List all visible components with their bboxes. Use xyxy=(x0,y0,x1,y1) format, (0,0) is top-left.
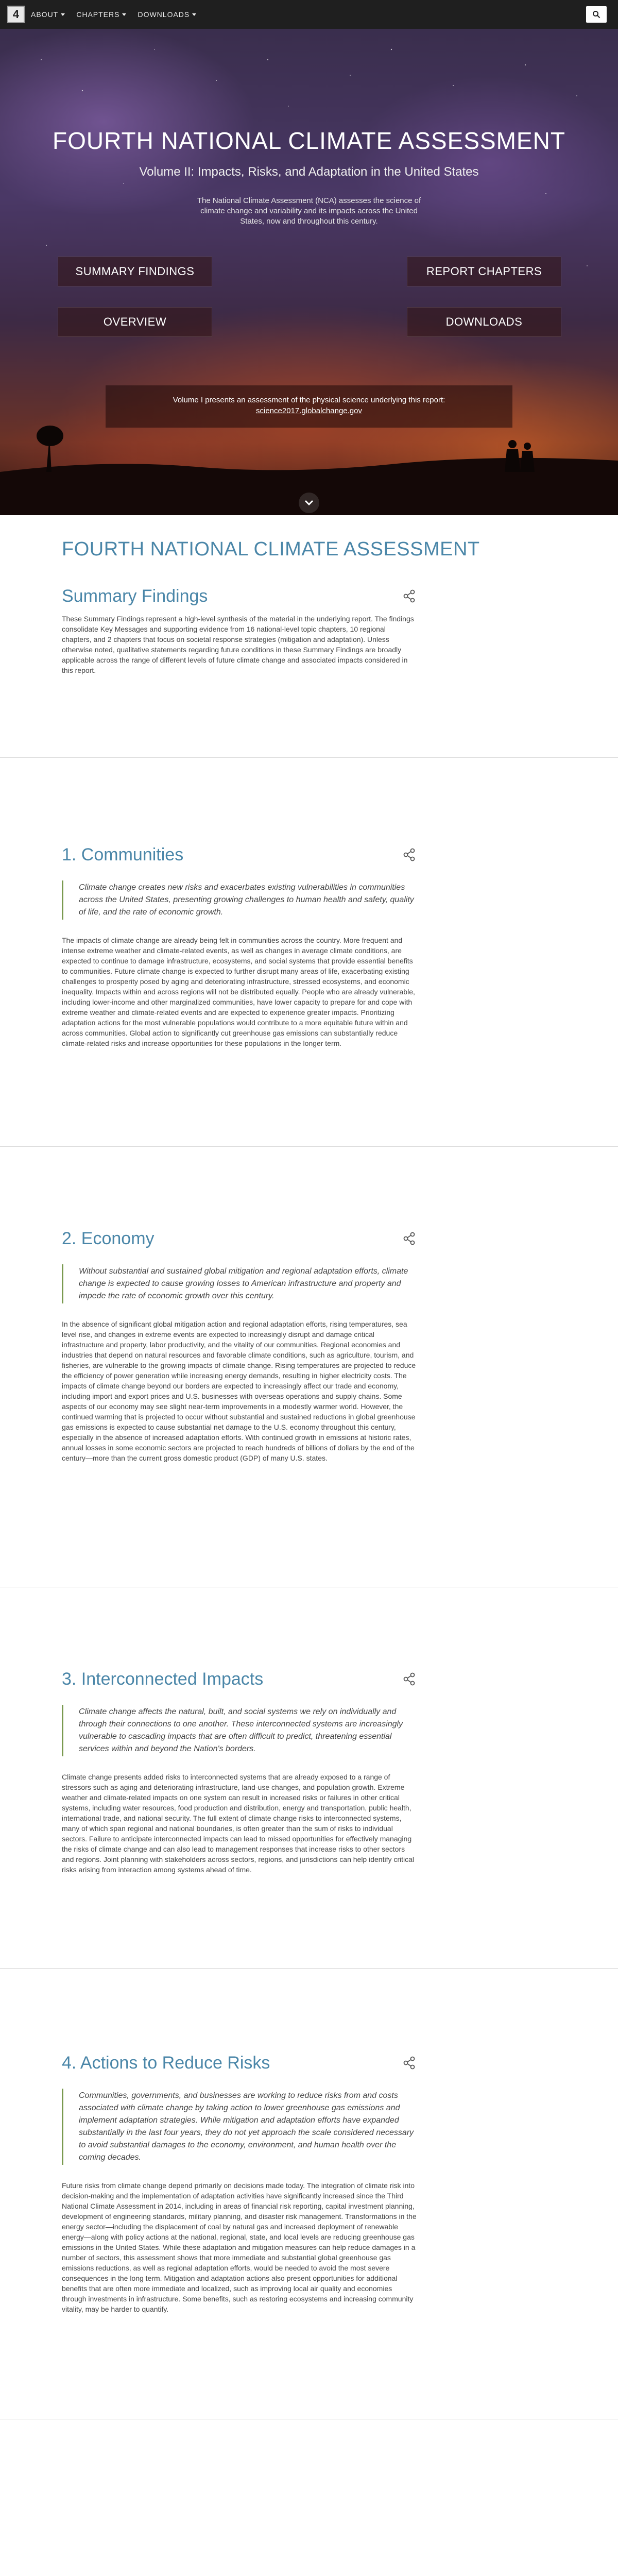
share-icon[interactable] xyxy=(402,1231,417,1246)
section-divider xyxy=(0,1968,618,1969)
hero-title: FOURTH NATIONAL CLIMATE ASSESSMENT xyxy=(53,127,565,154)
key-message-quote: Communities, governments, and businesses are working to reduce risks from and costs associated with climate change by taking action to lower greenhouse gas emissions and implement adaptation strategies. While mitigation and adaptation efforts have expanded substantially in the last four years, they do not yet approach the scale considered necessary to avoid substantial damages to the economy, environment, and human health over the coming decades. xyxy=(62,2089,417,2165)
section-divider xyxy=(0,1146,618,1147)
section-body: In the absence of significant global mitigation action and regional adaptation efforts, rising temperatures, sea level rise, and changes in extreme events are expected to increasingly disrupt and damage critical infrastructure and property, labor productivity, and the vitality of our communities. Regional economies and industries that depend on natural resources and favorable climate conditions, such as agriculture, tourism, and fisheries, are vulnerable to the growing impacts of climate change. Rising temperatures are projected to reduce the efficiency of power generation while increasing energy demands, resulting in higher electricity costs. The impacts of climate change beyond our borders are expected to increasingly affect our trade and economy, including import and export prices and U.S. businesses with overseas operations and supply chains. Some aspects of our economy may see slight near-term improvements in a modestly warmer world. However, the continued warming that is projected to occur without substantial and sustained reductions in global greenhouse gas emissions is expected to cause substantial net damage to the U.S. economy throughout this century, especially in the absence of increased adaptation efforts. With continued growth in emissions at historic rates, annual losses in some economic sectors are projected to reach hundreds of billions of dollars by the end of the century—more than the current gross domestic product (GDP) of many U.S. states. xyxy=(62,1320,416,1462)
section-interconnected-impacts xyxy=(62,1669,417,1875)
nav-about[interactable] xyxy=(31,10,65,19)
report-chapters-button[interactable]: REPORT CHAPTERS xyxy=(407,257,561,286)
top-nav xyxy=(0,0,618,29)
chevron-down-icon xyxy=(192,13,196,16)
section-economy xyxy=(62,1229,417,1463)
hero-banner xyxy=(0,29,618,515)
section-body: Climate change presents added risks to interconnected systems that are already exposed to a range of stressors such as aging and deteriorating infrastructure, land-use changes, and population growth. Extreme weather and climate-related impacts on one system can result in increased risks or failures in other critical systems, including water resources, food production and distribution, energy and transportation, public health, international trade, and national security. The full extent of climate change risks to interconnected systems, many of which span regional and national boundaries, is often greater than the sum of risks to individual sectors. Failure to anticipate interconnected impacts can lead to missed opportunities for effectively managing the risks of climate change and can also lead to management responses that increase risks to other sectors and regions. Joint planning with stakeholders across sectors, regions, and jurisdictions can help identify critical risks arising from interaction among systems ahead of time. xyxy=(62,1773,415,1874)
volume-one-note-text: Volume I presents an assessment of the physical science underlying this report: xyxy=(173,396,445,404)
section-communities xyxy=(62,845,417,1048)
nav-about-label: ABOUT xyxy=(31,10,59,19)
chevron-down-icon xyxy=(61,13,65,16)
share-icon[interactable] xyxy=(402,847,417,862)
section-summary-findings xyxy=(62,586,417,675)
nav-downloads[interactable] xyxy=(138,10,196,19)
volume-one-note xyxy=(106,385,512,428)
share-icon[interactable] xyxy=(402,2055,417,2071)
hero-subtitle: Volume II: Impacts, Risks, and Adaptation in the United States xyxy=(139,165,479,179)
chevron-down-icon xyxy=(304,499,314,506)
nca4-logo[interactable]: 4 xyxy=(7,6,25,23)
share-icon[interactable] xyxy=(402,1671,417,1687)
share-icon[interactable] xyxy=(402,588,417,604)
section-body: Future risks from climate change depend primarily on decisions made today. The integration of climate risk into decision-making and the implementation of adaptation activities have significantly increased since the Third National Climate Assessment in 2014, including in areas of financial risk reporting, capital investment planning, development of engineering standards, military planning, and disaster risk management. Transformations in the energy sector—including the displacement of coal by natural gas and increased deployment of renewable energy—along with policy actions at the national, regional, state, and local levels are reducing greenhouse gas emissions in the United States. While these adaptation and mitigation measures can help reduce damages in a number of sectors, this assessment shows that more immediate and substantial global greenhouse gas emissions reductions, as well as regional adaptation efforts, would be needed to avoid the most severe consequences in the long term. Mitigation and adaptation actions also present opportunities for additional benefits that are often more immediate and localized, such as improving local air quality and economies through investments in infrastructure. Some benefits, such as restoring ecosystems and increasing community vitality, may be harder to quantify. xyxy=(62,2181,417,2313)
section-actions-to-reduce-risks xyxy=(62,2053,417,2314)
section-body: These Summary Findings represent a high-level synthesis of the material in the underlying report. The findings consolidate Key Messages and supporting evidence from 16 national-level topic chapters, 10 regional chapters, and 2 chapters that focus on societal response strategies (mitigation and adaptation). Unless otherwise noted, qualitative statements regarding future conditions in these Summary Findings are broadly applicable across the range of different levels of future climate change and associated impacts considered in this report. xyxy=(62,615,414,674)
section-title: 1. Communities xyxy=(62,845,184,865)
nav-chapters[interactable] xyxy=(76,10,126,19)
summary-findings-button[interactable]: SUMMARY FINDINGS xyxy=(58,257,212,286)
overview-button[interactable]: OVERVIEW xyxy=(58,307,212,337)
section-title: 4. Actions to Reduce Risks xyxy=(62,2053,270,2073)
nav-chapters-label: CHAPTERS xyxy=(76,10,120,19)
hero-description: The National Climate Assessment (NCA) assesses the science of climate change and variability and its impacts across the United States, now and throughout this century. xyxy=(197,196,421,226)
key-message-quote: Without substantial and sustained global mitigation and regional adaptation efforts, climate change is expected to cause growing losses to American infrastructure and property and impede the rate of economic growth over this century. xyxy=(62,1264,417,1303)
downloads-button[interactable]: DOWNLOADS xyxy=(407,307,561,337)
section-title: 2. Economy xyxy=(62,1229,154,1248)
search-icon xyxy=(592,10,600,19)
chevron-down-icon xyxy=(122,13,126,16)
scroll-down-button[interactable] xyxy=(299,493,319,513)
science2017-link[interactable]: science2017.globalchange.gov xyxy=(256,406,362,415)
search-button[interactable] xyxy=(586,6,607,23)
key-message-quote: Climate change affects the natural, built, and social systems we rely on individually and through their connections to one another. These interconnected systems are increasingly vulnerable to cascading impacts that are often difficult to predict, threatening essential services within and beyond the Nation's borders. xyxy=(62,1705,417,1756)
section-title: Summary Findings xyxy=(62,586,208,606)
page-title: FOURTH NATIONAL CLIMATE ASSESSMENT xyxy=(62,538,480,560)
section-divider xyxy=(0,757,618,758)
section-body: The impacts of climate change are already being felt in communities across the country. More frequent and intense extreme weather and climate-related events, as well as changes in average climate conditions, are expected to continue to damage infrastructure, ecosystems, and social systems that provide essential benefits to communities. Future climate change is expected to further disrupt many areas of life, exacerbating existing challenges to prosperity posed by aging and deteriorating infrastructure, stressed ecosystems, and economic inequality. Impacts within and across regions will not be distributed equally. People who are already vulnerable, including lower-income and other marginalized communities, have lower capacity to prepare for and cope with extreme weather and climate-related events and are expected to experience greater impacts. Prioritizing adaptation actions for the most vulnerable populations would contribute to a more equitable future within and across communities. Global action to significantly cut greenhouse gas emissions can substantially reduce climate-related risks and increase opportunities for these populations in the longer term. xyxy=(62,936,415,1047)
nav-downloads-label: DOWNLOADS xyxy=(138,10,190,19)
section-title: 3. Interconnected Impacts xyxy=(62,1669,264,1689)
key-message-quote: Climate change creates new risks and exacerbates existing vulnerabilities in communities across the United States, presenting growing challenges to human health and safety, quality of life, and the rate of economic growth. xyxy=(62,880,417,920)
